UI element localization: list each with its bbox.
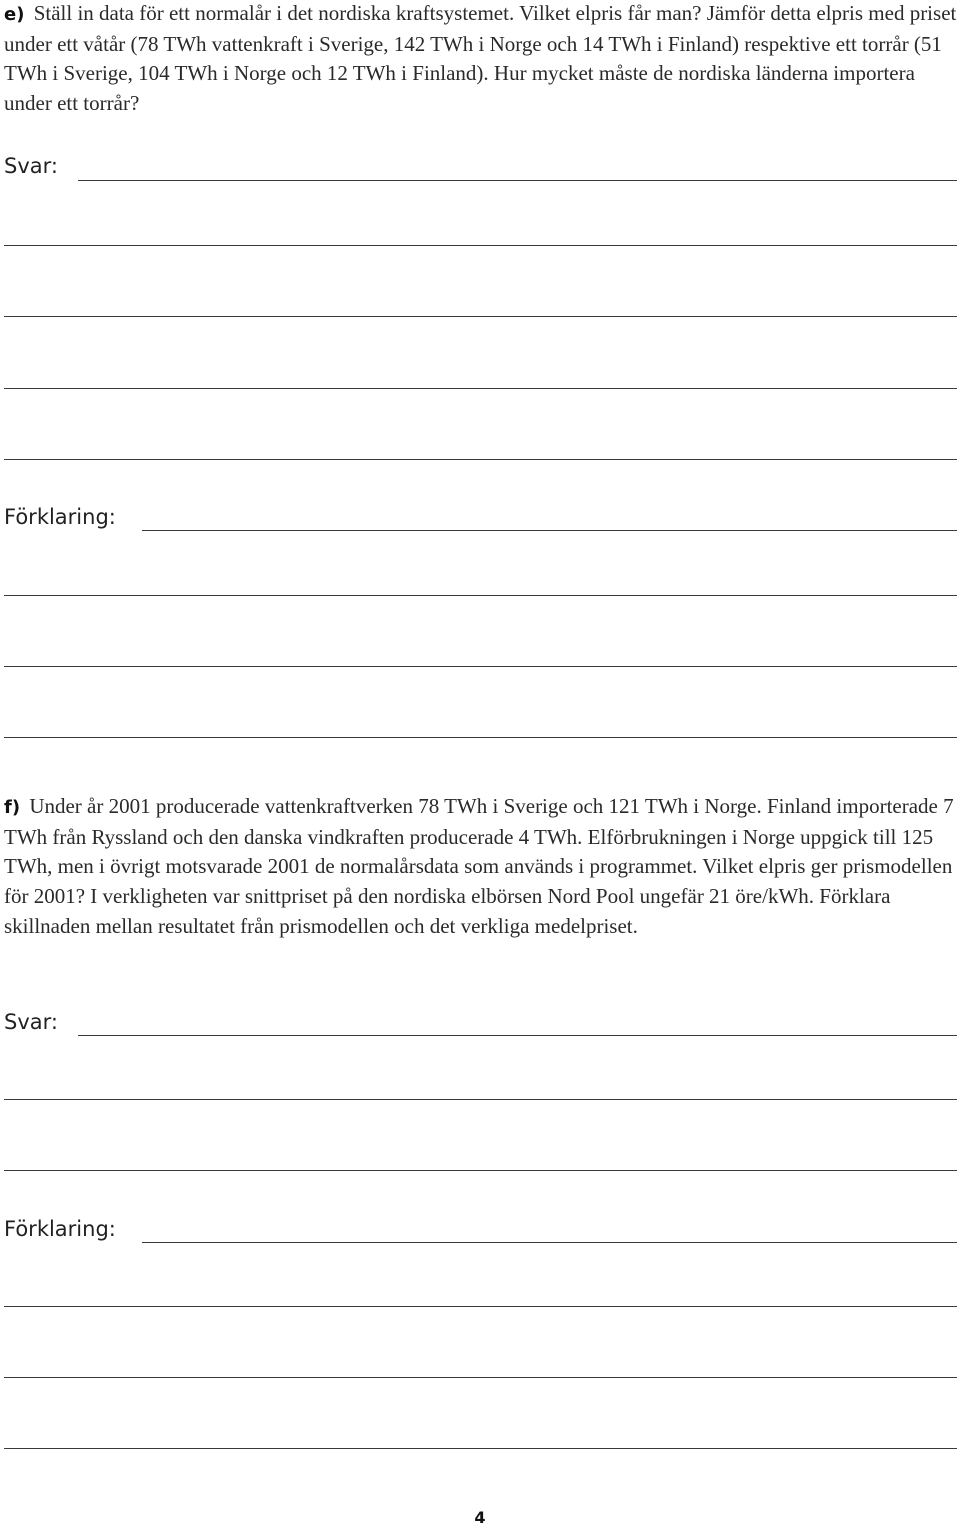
question-e-explanation-line[interactable] <box>142 530 957 531</box>
question-f-answer-line[interactable] <box>4 1170 957 1171</box>
question-e-answer-line[interactable] <box>4 316 957 317</box>
question-e <box>4 0 957 118</box>
question-f-text: Under år 2001 producerade vattenkraftverken 78 TWh i Sverige och 121 TWh i Norge. Finland importerade 7 TWh från Ryssland och den danska vindkraften producerade 4 TWh. Elförbrukningen i Norge uppgick till 125 TWh, men i övrigt motsvarade 2001 de normalårsdata som används i programmet. Vilket elpris ger prismodellen för 2001? I verkligheten var snittpriset på den nordiska elbörsen Nord Pool ungefär 21 öre/kWh. Förklara skillnaden mellan resultatet från prismodellen och det verkliga medelpriset. <box>4 794 954 938</box>
question-e-answer-label: Svar: <box>4 154 58 178</box>
question-f-explanation-label: Förklaring: <box>4 1217 116 1241</box>
question-f-explanation-line[interactable] <box>4 1448 957 1449</box>
page-number: 4 <box>474 1508 486 1527</box>
question-e-answer-line[interactable] <box>4 245 957 246</box>
question-f-answer-label: Svar: <box>4 1010 58 1034</box>
question-e-label: e) <box>4 4 25 25</box>
question-e-answer-line[interactable] <box>4 459 957 460</box>
question-e-text: Ställ in data för ett normalår i det nordiska kraftsystemet. Vilket elpris får man? Jämför detta elpris med priset under ett våtår (78 TWh vattenkraft i Sverige, 142 TWh i Norge och 14 TWh i Finland) respektive ett torrår (51 TWh i Sverige, 104 TWh i Norge och 12 TWh i Finland). Hur mycket måste de nordiska länderna importera under ett torrår? <box>4 1 957 115</box>
question-f-explanation-line[interactable] <box>4 1306 957 1307</box>
question-e-answer-line[interactable] <box>4 388 957 389</box>
question-f <box>4 792 957 942</box>
question-f-label: f) <box>4 797 21 818</box>
question-e-explanation-line[interactable] <box>4 737 957 738</box>
question-e-explanation-label: Förklaring: <box>4 505 116 529</box>
question-e-explanation-line[interactable] <box>4 595 957 596</box>
question-e-answer-line[interactable] <box>78 180 957 181</box>
question-f-answer-line[interactable] <box>4 1099 957 1100</box>
question-f-answer-line[interactable] <box>78 1035 957 1036</box>
question-e-explanation-line[interactable] <box>4 666 957 667</box>
question-f-explanation-line[interactable] <box>4 1377 957 1378</box>
question-f-explanation-line[interactable] <box>142 1242 957 1243</box>
